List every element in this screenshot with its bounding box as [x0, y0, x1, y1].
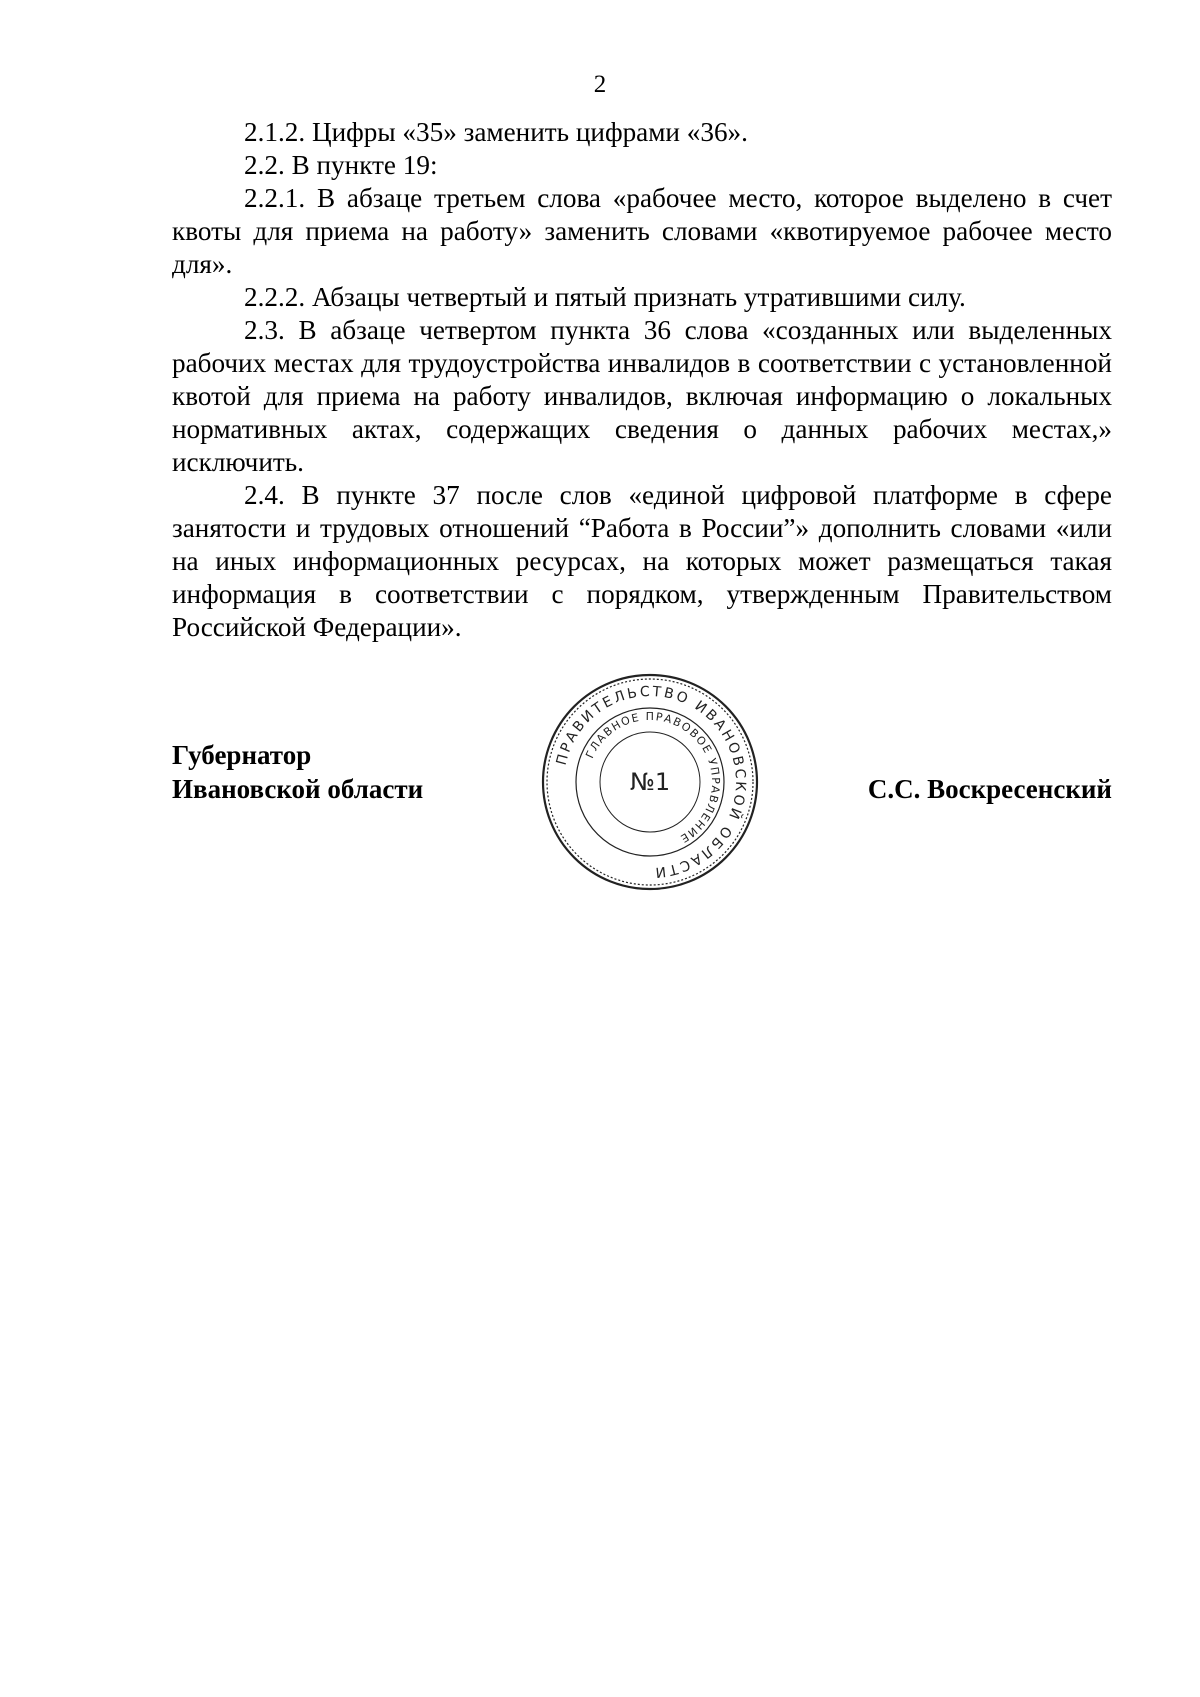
stamp-outer-text: ПРАВИТЕЛЬСТВО ИВАНОВСКОЙ ОБЛАСТИ: [553, 683, 749, 881]
signatory-position-line1: Губернатор: [172, 740, 312, 770]
paragraph-2-3: 2.3. В абзаце четвертом пункта 36 слова «созданных или выделенных рабочих местах для трудоустройства инвалидов в соответствии с установленной квотой для приема на работу инвалидов, включая информацию о локальных нормативных актах, содержащих сведения о данных рабочих местах,» исключить.: [172, 315, 1112, 477]
signatory-name: С.С. Воскресенский: [867, 774, 1112, 804]
page-number: 2: [593, 71, 607, 98]
signatory-position-line2: Ивановской области: [172, 774, 424, 804]
official-stamp: [538, 670, 762, 894]
document-body: [172, 116, 1112, 644]
paragraph-2-2-2: 2.2.2. Абзацы четвертый и пятый признать утратившими силу.: [244, 282, 966, 312]
paragraph-2-2: 2.2. В пункте 19:: [244, 150, 438, 180]
paragraph-2-2-1: 2.2.1. В абзаце третьем слова «рабочее место, которое выделено в счет квоты для приема на работу» заменить словами «квотируемое рабочее место для».: [172, 183, 1112, 279]
paragraph-2-4: 2.4. В пункте 37 после слов «единой цифровой платформе в сфере занятости и трудовых отношений “Работа в России”» дополнить словами «или на иных информационных ресурсах, на которых может размещаться такая информация в соответствии с порядком, утвержденным Правительством Российской Федерации».: [172, 480, 1112, 642]
signatory-position: [172, 738, 423, 806]
paragraph-2-1-2: 2.1.2. Цифры «35» заменить цифрами «36».: [244, 117, 748, 147]
stamp-number: №1: [629, 768, 671, 796]
stamp-inner-text: ГЛАВНОЕ ПРАВОВОЕ УПРАВЛЕНИЕ: [583, 709, 723, 846]
